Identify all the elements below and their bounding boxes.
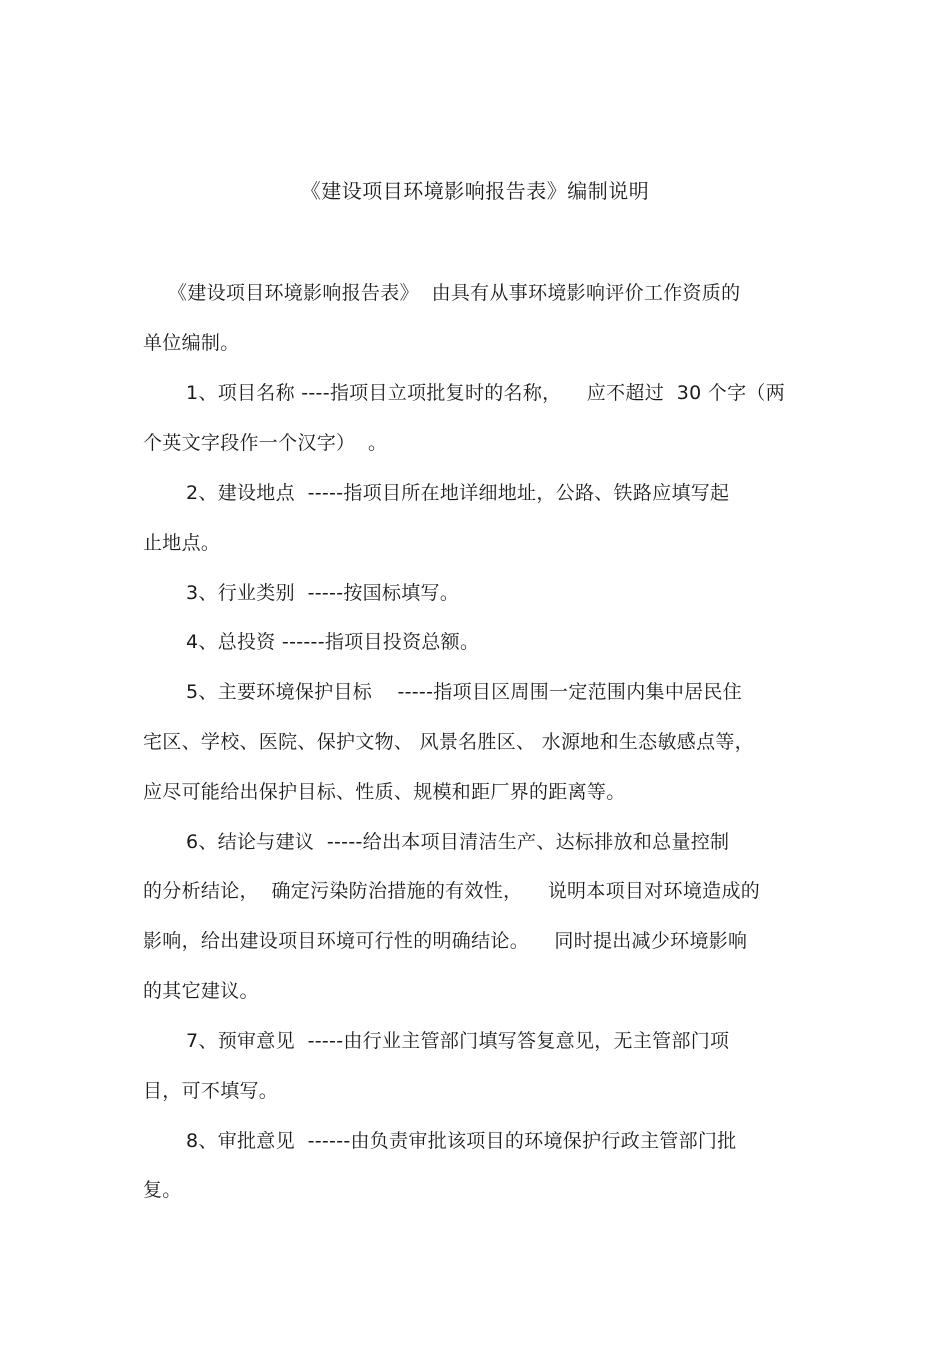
item-8-line-2: 复。 [143,1179,182,1201]
item-2-line-2: 止地点。 [143,532,221,554]
item-5-line-2: 宅区、学校、医院、保护文物、 风景名胜区、 水源地和生态敏感点等， [143,731,754,753]
item-6-line-1: 6、结论与建议 -----给出本项目清洁生产、达标排放和总量控制 [186,831,730,853]
item-7-line-1: 7、预审意见 -----由行业主管部门填写答复意见，无主管部门项 [186,1030,730,1052]
item-1-line-1: 1、项目名称 ----指项目立项批复时的名称， 应不超过 30 个字（两 [186,382,786,404]
item-4-line-1: 4、总投资 ------指项目投资总额。 [186,631,480,653]
item-6-line-3: 影响，给出建设项目环境可行性的明确结论。 同时提出减少环境影响 [143,930,748,952]
item-7-line-2: 目，可不填写。 [143,1080,279,1102]
item-8-line-1: 8、审批意见 ------由负责审批该项目的环境保护行政主管部门批 [186,1130,737,1152]
intro-line-2: 单位编制。 [143,332,240,354]
item-3-line-1: 3、行业类别 -----按国标填写。 [186,582,460,604]
item-5-line-1: 5、主要环境保护目标 -----指项目区周围一定范围内集中居民住 [186,681,743,703]
item-2-line-1: 2、建设地点 -----指项目所在地详细地址，公路、铁路应填写起 [186,482,730,504]
item-1-line-2: 个英文字段作一个汉字） 。 [143,432,388,454]
item-6-line-2: 的分析结论， 确定污染防治措施的有效性， 说明本项目对环境造成的 [143,880,761,902]
document-title: 《建设项目环境影响报告表》编制说明 [300,179,650,203]
intro-line-1: 《建设项目环境影响报告表》 由具有从事环境影响评价工作资质的 [168,282,741,304]
item-5-line-3: 应尽可能给出保护目标、性质、规模和距厂界的距离等。 [143,781,626,803]
item-6-line-4: 的其它建议。 [143,980,259,1002]
